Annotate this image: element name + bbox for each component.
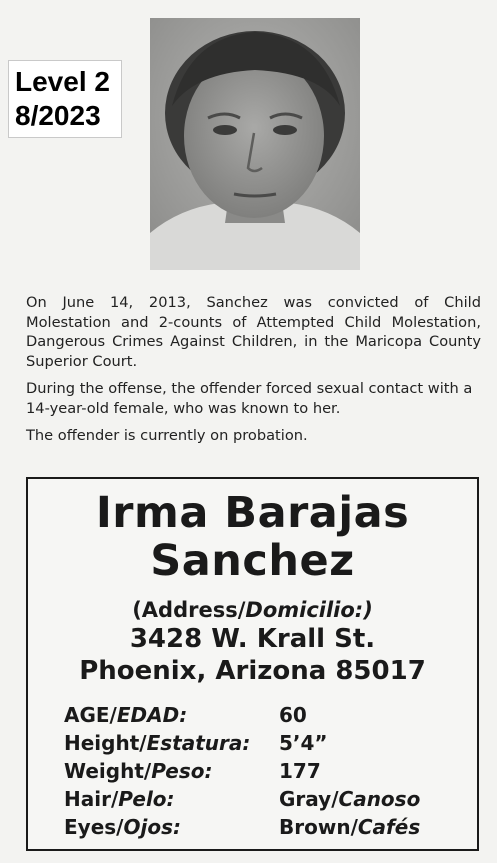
name-line-1: Irma Barajas <box>95 488 410 538</box>
portrait-image <box>150 18 360 270</box>
offender-name <box>28 489 477 585</box>
stat-height: Height/Estatura: 5’4” <box>64 731 328 755</box>
offender-photo <box>150 18 360 270</box>
offender-info-box <box>26 477 479 851</box>
address-label: (Address/Domicilio:) <box>132 598 373 622</box>
physical-stats <box>64 701 464 841</box>
level-badge <box>8 60 122 138</box>
offense-text: During the offense, the offender forced sexual contact with a 14-year-old female, who was known to her. <box>26 380 473 417</box>
hair-value: Gray/Canoso <box>279 787 421 811</box>
age-value: 60 <box>279 703 307 727</box>
height-value: 5’4” <box>279 731 328 755</box>
conviction-text: On June 14, 2013, Sanchez was convicted of Child Molestation and 2-counts of Attempted Child Molestation, Dangerous Crimes Against Children, in the Maricopa County Superior Court. <box>26 294 481 370</box>
name-line-2: Sanchez <box>150 536 355 586</box>
eyes-value: Brown/Cafés <box>279 815 421 839</box>
weight-value: 177 <box>279 759 321 783</box>
stat-hair: Hair/Pelo: Gray/Canoso <box>64 787 421 811</box>
address-street: 3428 W. Krall St. <box>129 624 376 654</box>
stat-weight: Weight/Peso: 177 <box>64 759 321 783</box>
probation-status-text: The offender is currently on probation. <box>26 427 308 444</box>
offense-narrative <box>26 293 481 454</box>
stat-age: AGE/EDAD: 60 <box>64 703 307 727</box>
level-label: Level 2 <box>15 66 110 97</box>
stat-eyes: Eyes/Ojos: Brown/Cafés <box>64 815 421 839</box>
level-date: 8/2023 <box>15 100 101 131</box>
address-city: Phoenix, Arizona 85017 <box>79 656 426 686</box>
